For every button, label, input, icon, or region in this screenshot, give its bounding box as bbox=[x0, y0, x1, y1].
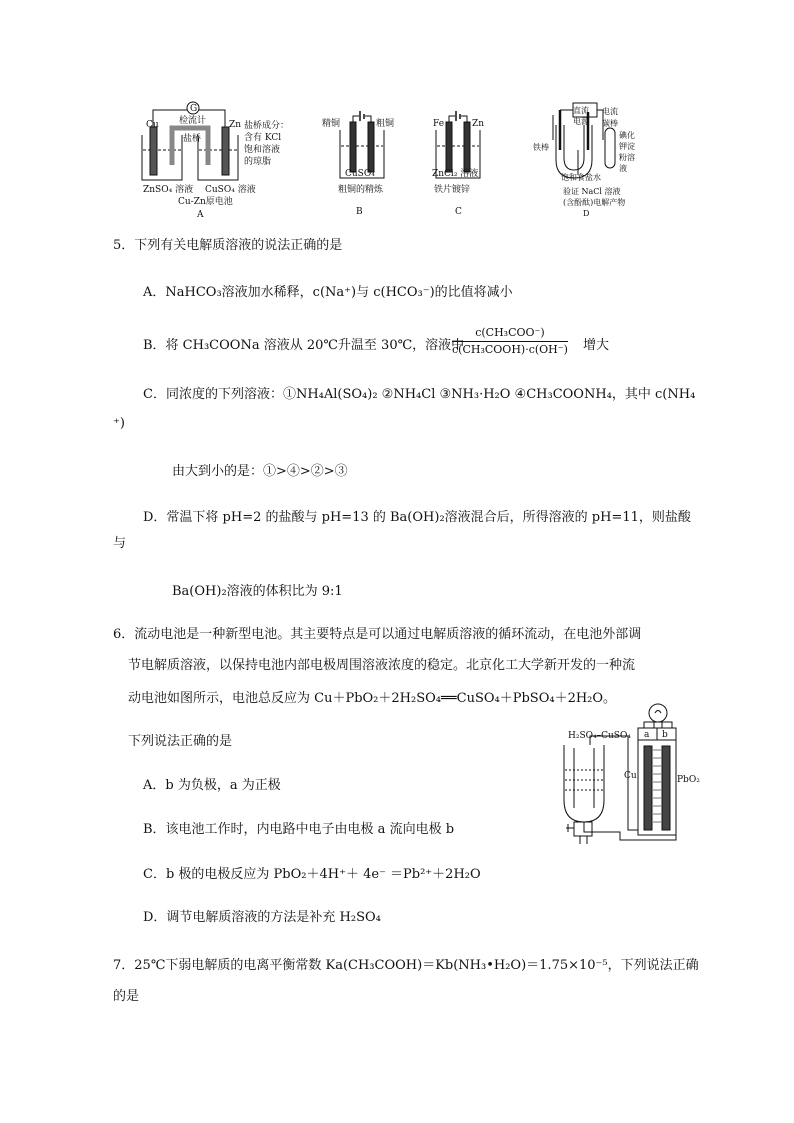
fig-d-ki2: 钾淀 bbox=[619, 142, 635, 151]
fig-a-cu-label: Cu bbox=[146, 120, 159, 130]
fig-b-right-label: 粗铜 bbox=[376, 119, 395, 129]
q6-option-d: D．调节电解质溶液的方法是补充 H₂SO₄ bbox=[143, 910, 381, 925]
fig-d-power2: 电源 bbox=[573, 117, 589, 126]
fig6-a-label: a bbox=[644, 730, 650, 740]
figure-strip bbox=[0, 0, 794, 230]
q5-option-d-line3: Ba(OH)₂溶液的体积比为 9:1 bbox=[172, 584, 343, 599]
fig-a-note3: 饱和溶液 bbox=[244, 145, 281, 155]
fig-c-left-label: Fe bbox=[433, 119, 445, 129]
fig-a-sol-right: CuSO₄ 溶液 bbox=[205, 185, 256, 195]
q6-stem-line1: 6．流动电池是一种新型电池。其主要特点是可以通过电解质溶液的循环流动，在电池外部调 bbox=[113, 627, 642, 642]
q5-option-c-line2: ⁺) bbox=[113, 416, 125, 431]
flow-battery-figure bbox=[560, 700, 720, 850]
q5-option-d-line2: 与 bbox=[113, 536, 127, 551]
fig6-solution-label: H₂SO₄–CuSO₄ bbox=[568, 731, 631, 741]
fig-b-left-label: 精铜 bbox=[322, 119, 341, 129]
fig6-cu-label: Cu bbox=[624, 771, 637, 781]
fig-c-right-label: Zn bbox=[472, 119, 485, 129]
fig-a-zn-label: Zn bbox=[229, 120, 242, 130]
fig6-b-label: b bbox=[662, 730, 668, 740]
fig-d-ki4: 液 bbox=[619, 164, 627, 173]
fig-d-letter: D bbox=[583, 209, 590, 218]
fig-d-cap2: 验证 NaCl 溶液 bbox=[563, 187, 621, 196]
q5-option-d-line1: D．常温下将 pH=2 的盐酸与 pH=13 的 Ba(OH)₂溶液混合后，所得溶液的 pH=11，则盐酸 bbox=[143, 510, 691, 525]
q5-option-c-line3: 由大到小的是：①>④>②>③ bbox=[172, 464, 348, 479]
fig-a-bridge-label: 盐桥 bbox=[183, 134, 202, 144]
fig-a-note4: 的琼脂 bbox=[244, 157, 272, 167]
q6-stem-line3: 动电池如图所示，电池总反应为 Cu＋PbO₂＋2H₂SO₄══CuSO₄＋PbSO₄＋2H₂O。 bbox=[128, 691, 617, 706]
q5-b-numerator: c(CH₃COO⁻) bbox=[475, 326, 545, 339]
q6-question: 下列说法正确的是 bbox=[128, 734, 233, 749]
q5-option-b-fraction bbox=[452, 326, 568, 357]
fig-a-letter: A bbox=[197, 210, 204, 220]
q6-option-b: B．该电池工作时，内电路中电子由电极 a 流向电极 b bbox=[143, 822, 455, 837]
fig-a-g-label: G bbox=[190, 104, 198, 114]
fig-b-sol: CuSO₄ bbox=[345, 169, 375, 179]
q6-option-a: A．b 为负极，a 为正极 bbox=[143, 778, 281, 793]
fig-a-sol-left: ZnSO₄ 溶液 bbox=[143, 185, 194, 195]
fig6-pbo2-label: PbO₂ bbox=[677, 775, 700, 785]
fig-a-galvo-label: 检流计 bbox=[179, 116, 207, 126]
fig-d-cap1: 饱和食盐水 bbox=[561, 173, 601, 182]
fig-c-letter: C bbox=[455, 207, 462, 217]
fig-a-caption: Cu-Zn原电池 bbox=[178, 197, 233, 207]
fig-d-ki3: 粉溶 bbox=[619, 153, 635, 162]
fig-d-iron: 铁棒 bbox=[533, 143, 549, 152]
fig-b-letter: B bbox=[356, 207, 363, 217]
q5-stem: 5．下列有关电解质溶液的说法正确的是 bbox=[113, 238, 343, 253]
fig-d-carbon: 碳棒 bbox=[602, 119, 618, 128]
q7-stem-line2: 的是 bbox=[113, 989, 140, 1004]
fig-d-current: 电流 bbox=[602, 107, 618, 116]
q5-option-b-suffix: 增大 bbox=[583, 338, 610, 353]
fig-d-power1: 直流 bbox=[573, 106, 589, 115]
fig-a-note2: 含有 KCl bbox=[244, 133, 282, 143]
fraction-bar bbox=[452, 341, 568, 342]
q5-b-denominator: c(CH₃COOH)·c(OH⁻) bbox=[452, 343, 568, 356]
q5-option-c-line1: C．同浓度的下列溶液：①NH₄Al(SO₄)₂ ②NH₄Cl ③NH₃·H₂O ④CH₃COONH₄，其中 c(NH₄ bbox=[143, 387, 696, 402]
fig-a-note1: 盐桥成分： bbox=[244, 121, 290, 131]
fig-b-caption: 粗铜的精炼 bbox=[338, 185, 384, 195]
q5-option-a: A．NaHCO₃溶液加水稀释，c(Na⁺)与 c(HCO₃⁻)的比值将减小 bbox=[143, 285, 513, 300]
fig-d-ki1: 碘化 bbox=[619, 131, 635, 140]
q5-option-b-prefix: B．将 CH₃COONa 溶液从 20℃升温至 30℃，溶液中 bbox=[143, 338, 465, 353]
fig-c-caption: 铁片镀锌 bbox=[434, 185, 471, 195]
q6-option-c: C．b 极的电极反应为 PbO₂＋4H⁺＋ 4e⁻ ＝Pb²⁺＋2H₂O bbox=[143, 867, 481, 882]
q7-stem-line1: 7．25℃下弱电解质的电离平衡常数 Ka(CH₃COOH)＝Kb(NH₃•H₂O)＝1.75×10⁻⁵，下列说法正确 bbox=[113, 958, 699, 973]
fig-d-cap3: (含酚酞)电解产物 bbox=[563, 198, 626, 207]
fig-c-sol: ZnCl₂ 溶液 bbox=[432, 169, 479, 179]
q6-stem-line2: 节电解质溶液，以保持电池内部电极周围溶液浓度的稳定。北京化工大学新开发的一种流 bbox=[128, 658, 636, 673]
